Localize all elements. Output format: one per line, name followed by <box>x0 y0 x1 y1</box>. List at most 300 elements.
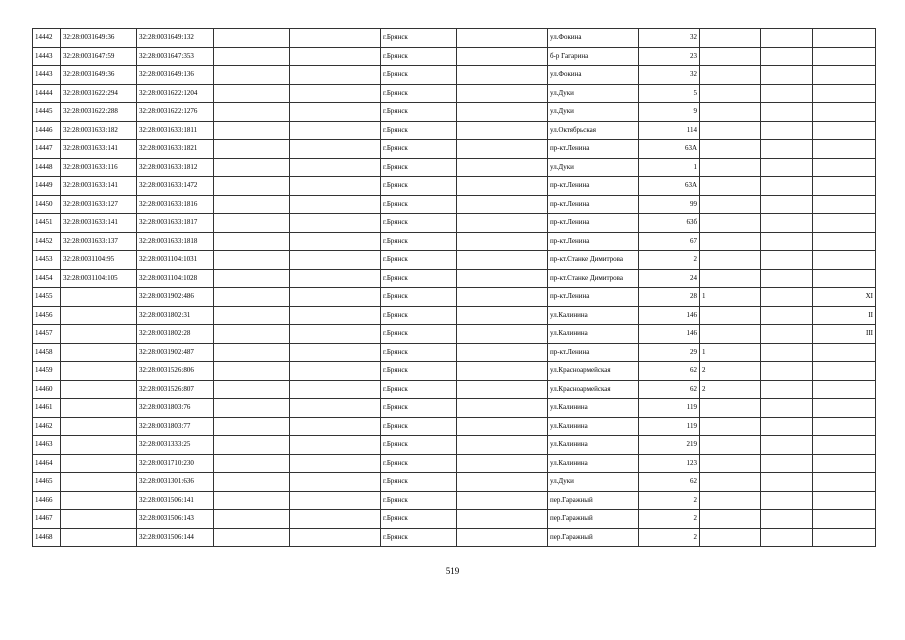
col-5-cell <box>290 288 381 307</box>
record-number-cell: 14462 <box>33 417 61 436</box>
table-row <box>33 380 876 399</box>
record-number-cell: 14443 <box>33 47 61 66</box>
street-cell: ул.Красноармейская <box>548 380 639 399</box>
cadastral-number-cell: 32:28:0031526:806 <box>137 362 214 381</box>
cadastral-number-cell: 32:28:0031622:1276 <box>137 103 214 122</box>
table-row <box>33 436 876 455</box>
building-cell <box>700 510 761 529</box>
building-cell <box>700 436 761 455</box>
record-number-cell: 14458 <box>33 343 61 362</box>
col-4-cell <box>214 232 290 251</box>
city-cell: г.Брянск <box>381 269 457 288</box>
col-7-cell <box>457 288 548 307</box>
record-number-cell: 14461 <box>33 399 61 418</box>
col-4-cell <box>214 399 290 418</box>
cadastral-number-cell: 32:28:0031803:77 <box>137 417 214 436</box>
col-11-cell <box>761 103 813 122</box>
table-row <box>33 528 876 547</box>
col-5-cell <box>290 47 381 66</box>
table-row <box>33 325 876 344</box>
building-cell <box>700 417 761 436</box>
table-row <box>33 343 876 362</box>
cadastral-number-cell: 32:28:0031633:1472 <box>137 177 214 196</box>
street-cell: пр-кт.Ленина <box>548 232 639 251</box>
col-4-cell <box>214 528 290 547</box>
roman-index-cell <box>813 380 876 399</box>
cadastral-block-cell <box>61 362 137 381</box>
cadastral-number-cell: 32:28:0031633:1811 <box>137 121 214 140</box>
city-cell: г.Брянск <box>381 214 457 233</box>
building-cell <box>700 269 761 288</box>
table-row <box>33 306 876 325</box>
record-number-cell: 14451 <box>33 214 61 233</box>
house-number-cell: 9 <box>639 103 700 122</box>
col-5-cell <box>290 343 381 362</box>
col-4-cell <box>214 362 290 381</box>
street-cell: пр-кт.Ленина <box>548 214 639 233</box>
roman-index-cell <box>813 399 876 418</box>
col-11-cell <box>761 436 813 455</box>
roman-index-cell <box>813 417 876 436</box>
cadastral-block-cell: 32:28:0031633:137 <box>61 232 137 251</box>
cadastral-block-cell <box>61 417 137 436</box>
building-cell <box>700 214 761 233</box>
building-cell <box>700 158 761 177</box>
table-row <box>33 510 876 529</box>
record-number-cell: 14459 <box>33 362 61 381</box>
street-cell: пр-кт.Ленина <box>548 177 639 196</box>
col-4-cell <box>214 288 290 307</box>
building-cell <box>700 177 761 196</box>
cadastral-number-cell: 32:28:0031301:636 <box>137 473 214 492</box>
building-cell <box>700 306 761 325</box>
building-cell: 2 <box>700 380 761 399</box>
street-cell: ул.Фокина <box>548 29 639 48</box>
building-cell <box>700 251 761 270</box>
col-4-cell <box>214 140 290 159</box>
table-row <box>33 362 876 381</box>
cadastral-block-cell <box>61 399 137 418</box>
col-4-cell <box>214 158 290 177</box>
cadastral-block-cell <box>61 343 137 362</box>
cadastral-block-cell <box>61 528 137 547</box>
house-number-cell: 24 <box>639 269 700 288</box>
col-7-cell <box>457 177 548 196</box>
cadastral-number-cell: 32:28:0031633:1817 <box>137 214 214 233</box>
roman-index-cell <box>813 140 876 159</box>
col-11-cell <box>761 214 813 233</box>
street-cell: ул.Дуки <box>548 473 639 492</box>
city-cell: г.Брянск <box>381 47 457 66</box>
street-cell: ул.Дуки <box>548 84 639 103</box>
col-5-cell <box>290 251 381 270</box>
col-7-cell <box>457 103 548 122</box>
cadastral-block-cell: 32:28:0031104:95 <box>61 251 137 270</box>
city-cell: г.Брянск <box>381 29 457 48</box>
cadastral-block-cell <box>61 306 137 325</box>
table-row <box>33 103 876 122</box>
table-row <box>33 473 876 492</box>
record-number-cell: 14463 <box>33 436 61 455</box>
cadastral-block-cell <box>61 325 137 344</box>
col-4-cell <box>214 29 290 48</box>
table-row <box>33 269 876 288</box>
table-row <box>33 454 876 473</box>
col-11-cell <box>761 251 813 270</box>
roman-index-cell <box>813 491 876 510</box>
col-7-cell <box>457 214 548 233</box>
house-number-cell: 32 <box>639 66 700 85</box>
city-cell: г.Брянск <box>381 510 457 529</box>
cadastral-block-cell <box>61 510 137 529</box>
roman-index-cell <box>813 158 876 177</box>
cadastral-number-cell: 32:28:0031104:1031 <box>137 251 214 270</box>
building-cell <box>700 473 761 492</box>
street-cell: ул.Калинина <box>548 417 639 436</box>
house-number-cell: 146 <box>639 325 700 344</box>
col-7-cell <box>457 140 548 159</box>
roman-index-cell: III <box>813 325 876 344</box>
street-cell: ул.Калинина <box>548 325 639 344</box>
record-number-cell: 14446 <box>33 121 61 140</box>
building-cell <box>700 399 761 418</box>
col-5-cell <box>290 362 381 381</box>
house-number-cell: 32 <box>639 29 700 48</box>
cadastral-number-cell: 32:28:0031633:1812 <box>137 158 214 177</box>
col-5-cell <box>290 417 381 436</box>
record-number-cell: 14447 <box>33 140 61 159</box>
street-cell: ул.Калинина <box>548 436 639 455</box>
city-cell: г.Брянск <box>381 158 457 177</box>
house-number-cell: 2 <box>639 528 700 547</box>
city-cell: г.Брянск <box>381 417 457 436</box>
col-5-cell <box>290 399 381 418</box>
cadastral-number-cell: 32:28:0031649:136 <box>137 66 214 85</box>
house-number-cell: 2 <box>639 510 700 529</box>
registry-table <box>32 28 876 547</box>
city-cell: г.Брянск <box>381 325 457 344</box>
cadastral-block-cell <box>61 288 137 307</box>
house-number-cell: 28 <box>639 288 700 307</box>
house-number-cell: 62 <box>639 380 700 399</box>
record-number-cell: 14443 <box>33 66 61 85</box>
table-row <box>33 195 876 214</box>
street-cell: ул.Красноармейская <box>548 362 639 381</box>
house-number-cell: 23 <box>639 47 700 66</box>
record-number-cell: 14454 <box>33 269 61 288</box>
record-number-cell: 14456 <box>33 306 61 325</box>
cadastral-block-cell: 32:28:0031633:127 <box>61 195 137 214</box>
col-5-cell <box>290 195 381 214</box>
house-number-cell: 114 <box>639 121 700 140</box>
col-5-cell <box>290 214 381 233</box>
city-cell: г.Брянск <box>381 454 457 473</box>
street-cell: ул.Октябрьская <box>548 121 639 140</box>
col-7-cell <box>457 436 548 455</box>
col-5-cell <box>290 269 381 288</box>
city-cell: г.Брянск <box>381 380 457 399</box>
roman-index-cell <box>813 84 876 103</box>
col-11-cell <box>761 362 813 381</box>
street-cell: ул.Калинина <box>548 399 639 418</box>
street-cell: пр-кт.Ленина <box>548 288 639 307</box>
house-number-cell: 2 <box>639 491 700 510</box>
cadastral-number-cell: 32:28:0031506:144 <box>137 528 214 547</box>
table-row <box>33 84 876 103</box>
city-cell: г.Брянск <box>381 436 457 455</box>
cadastral-block-cell: 32:28:0031633:141 <box>61 177 137 196</box>
col-5-cell <box>290 528 381 547</box>
col-4-cell <box>214 491 290 510</box>
house-number-cell: 62 <box>639 362 700 381</box>
roman-index-cell <box>813 195 876 214</box>
record-number-cell: 14464 <box>33 454 61 473</box>
house-number-cell: 62 <box>639 473 700 492</box>
cadastral-number-cell: 32:28:0031633:1818 <box>137 232 214 251</box>
cadastral-number-cell: 32:28:0031710:230 <box>137 454 214 473</box>
table-row <box>33 214 876 233</box>
col-4-cell <box>214 84 290 103</box>
record-number-cell: 14449 <box>33 177 61 196</box>
building-cell <box>700 103 761 122</box>
city-cell: г.Брянск <box>381 84 457 103</box>
col-4-cell <box>214 417 290 436</box>
roman-index-cell <box>813 47 876 66</box>
col-7-cell <box>457 399 548 418</box>
col-11-cell <box>761 399 813 418</box>
street-cell: пр-кт.Ленина <box>548 140 639 159</box>
cadastral-number-cell: 32:28:0031622:1204 <box>137 84 214 103</box>
building-cell: 2 <box>700 362 761 381</box>
city-cell: г.Брянск <box>381 66 457 85</box>
table-row <box>33 417 876 436</box>
street-cell: ул.Калинина <box>548 306 639 325</box>
col-5-cell <box>290 454 381 473</box>
cadastral-number-cell: 32:28:0031633:1821 <box>137 140 214 159</box>
city-cell: г.Брянск <box>381 491 457 510</box>
cadastral-block-cell <box>61 436 137 455</box>
col-11-cell <box>761 140 813 159</box>
record-number-cell: 14453 <box>33 251 61 270</box>
building-cell <box>700 528 761 547</box>
building-cell <box>700 29 761 48</box>
col-4-cell <box>214 251 290 270</box>
col-11-cell <box>761 491 813 510</box>
cadastral-number-cell: 32:28:0031803:76 <box>137 399 214 418</box>
street-cell: пр-кт.Ленина <box>548 195 639 214</box>
col-7-cell <box>457 528 548 547</box>
col-7-cell <box>457 158 548 177</box>
col-5-cell <box>290 140 381 159</box>
cadastral-block-cell <box>61 380 137 399</box>
col-4-cell <box>214 214 290 233</box>
street-cell: пер.Гаражный <box>548 510 639 529</box>
table-row <box>33 47 876 66</box>
building-cell <box>700 47 761 66</box>
city-cell: г.Брянск <box>381 528 457 547</box>
col-11-cell <box>761 232 813 251</box>
roman-index-cell <box>813 66 876 85</box>
table-row <box>33 177 876 196</box>
street-cell: пер.Гаражный <box>548 491 639 510</box>
col-7-cell <box>457 251 548 270</box>
cadastral-number-cell: 32:28:0031633:1816 <box>137 195 214 214</box>
building-cell <box>700 491 761 510</box>
table-row <box>33 491 876 510</box>
col-7-cell <box>457 362 548 381</box>
record-number-cell: 14442 <box>33 29 61 48</box>
street-cell: ул.Дуки <box>548 103 639 122</box>
col-5-cell <box>290 325 381 344</box>
roman-index-cell <box>813 177 876 196</box>
city-cell: г.Брянск <box>381 103 457 122</box>
cadastral-number-cell: 32:28:0031647:353 <box>137 47 214 66</box>
house-number-cell: 63А <box>639 177 700 196</box>
cadastral-number-cell: 32:28:0031902:486 <box>137 288 214 307</box>
col-7-cell <box>457 195 548 214</box>
record-number-cell: 14466 <box>33 491 61 510</box>
col-5-cell <box>290 380 381 399</box>
cadastral-number-cell: 32:28:0031506:143 <box>137 510 214 529</box>
street-cell: пр-кт.Станке Димитрова <box>548 251 639 270</box>
cadastral-number-cell: 32:28:0031649:132 <box>137 29 214 48</box>
col-11-cell <box>761 343 813 362</box>
col-5-cell <box>290 103 381 122</box>
col-4-cell <box>214 121 290 140</box>
table-row <box>33 66 876 85</box>
cadastral-block-cell <box>61 491 137 510</box>
col-7-cell <box>457 47 548 66</box>
col-11-cell <box>761 528 813 547</box>
roman-index-cell <box>813 103 876 122</box>
col-11-cell <box>761 454 813 473</box>
cadastral-number-cell: 32:28:0031802:31 <box>137 306 214 325</box>
col-7-cell <box>457 510 548 529</box>
cadastral-block-cell <box>61 454 137 473</box>
col-4-cell <box>214 473 290 492</box>
city-cell: г.Брянск <box>381 362 457 381</box>
cadastral-block-cell: 32:28:0031633:141 <box>61 140 137 159</box>
col-5-cell <box>290 306 381 325</box>
city-cell: г.Брянск <box>381 251 457 270</box>
table-row <box>33 399 876 418</box>
col-5-cell <box>290 66 381 85</box>
col-11-cell <box>761 84 813 103</box>
building-cell: 1 <box>700 343 761 362</box>
col-5-cell <box>290 436 381 455</box>
record-number-cell: 14448 <box>33 158 61 177</box>
col-11-cell <box>761 121 813 140</box>
col-7-cell <box>457 29 548 48</box>
cadastral-number-cell: 32:28:0031526:807 <box>137 380 214 399</box>
house-number-cell: 2 <box>639 251 700 270</box>
table-row <box>33 288 876 307</box>
building-cell <box>700 454 761 473</box>
col-4-cell <box>214 103 290 122</box>
table-row <box>33 121 876 140</box>
house-number-cell: 119 <box>639 417 700 436</box>
street-cell: ул.Дуки <box>548 158 639 177</box>
col-5-cell <box>290 510 381 529</box>
cadastral-block-cell: 32:28:0031633:182 <box>61 121 137 140</box>
col-4-cell <box>214 269 290 288</box>
street-cell: б-р Гагарина <box>548 47 639 66</box>
house-number-cell: 146 <box>639 306 700 325</box>
cadastral-block-cell <box>61 473 137 492</box>
street-cell: пер.Гаражный <box>548 528 639 547</box>
city-cell: г.Брянск <box>381 195 457 214</box>
col-11-cell <box>761 177 813 196</box>
col-11-cell <box>761 380 813 399</box>
house-number-cell: 99 <box>639 195 700 214</box>
col-7-cell <box>457 380 548 399</box>
cadastral-number-cell: 32:28:0031104:1028 <box>137 269 214 288</box>
roman-index-cell <box>813 269 876 288</box>
col-4-cell <box>214 66 290 85</box>
cadastral-number-cell: 32:28:0031333:25 <box>137 436 214 455</box>
col-11-cell <box>761 269 813 288</box>
col-11-cell <box>761 158 813 177</box>
col-4-cell <box>214 454 290 473</box>
street-cell: ул.Фокина <box>548 66 639 85</box>
table-row <box>33 232 876 251</box>
col-11-cell <box>761 306 813 325</box>
house-number-cell: 67 <box>639 232 700 251</box>
col-5-cell <box>290 121 381 140</box>
record-number-cell: 14445 <box>33 103 61 122</box>
page-number: 519 <box>445 566 460 576</box>
roman-index-cell <box>813 454 876 473</box>
house-number-cell: 219 <box>639 436 700 455</box>
cadastral-block-cell: 32:28:0031649:36 <box>61 66 137 85</box>
col-7-cell <box>457 325 548 344</box>
col-4-cell <box>214 306 290 325</box>
building-cell <box>700 121 761 140</box>
roman-index-cell <box>813 473 876 492</box>
col-5-cell <box>290 158 381 177</box>
house-number-cell: 29 <box>639 343 700 362</box>
col-11-cell <box>761 417 813 436</box>
col-11-cell <box>761 288 813 307</box>
house-number-cell: 63А <box>639 140 700 159</box>
city-cell: г.Брянск <box>381 140 457 159</box>
record-number-cell: 14452 <box>33 232 61 251</box>
col-11-cell <box>761 510 813 529</box>
col-4-cell <box>214 380 290 399</box>
col-7-cell <box>457 232 548 251</box>
roman-index-cell <box>813 214 876 233</box>
roman-index-cell <box>813 510 876 529</box>
col-7-cell <box>457 417 548 436</box>
building-cell <box>700 195 761 214</box>
city-cell: г.Брянск <box>381 473 457 492</box>
col-4-cell <box>214 177 290 196</box>
roman-index-cell <box>813 232 876 251</box>
col-7-cell <box>457 66 548 85</box>
roman-index-cell <box>813 436 876 455</box>
city-cell: г.Брянск <box>381 232 457 251</box>
city-cell: г.Брянск <box>381 177 457 196</box>
cadastral-number-cell: 32:28:0031506:141 <box>137 491 214 510</box>
cadastral-block-cell: 32:28:0031649:36 <box>61 29 137 48</box>
building-cell: 1 <box>700 288 761 307</box>
col-5-cell <box>290 491 381 510</box>
street-cell: пр-кт.Станке Димитрова <box>548 269 639 288</box>
record-number-cell: 14455 <box>33 288 61 307</box>
record-number-cell: 14444 <box>33 84 61 103</box>
col-7-cell <box>457 473 548 492</box>
table-row <box>33 251 876 270</box>
